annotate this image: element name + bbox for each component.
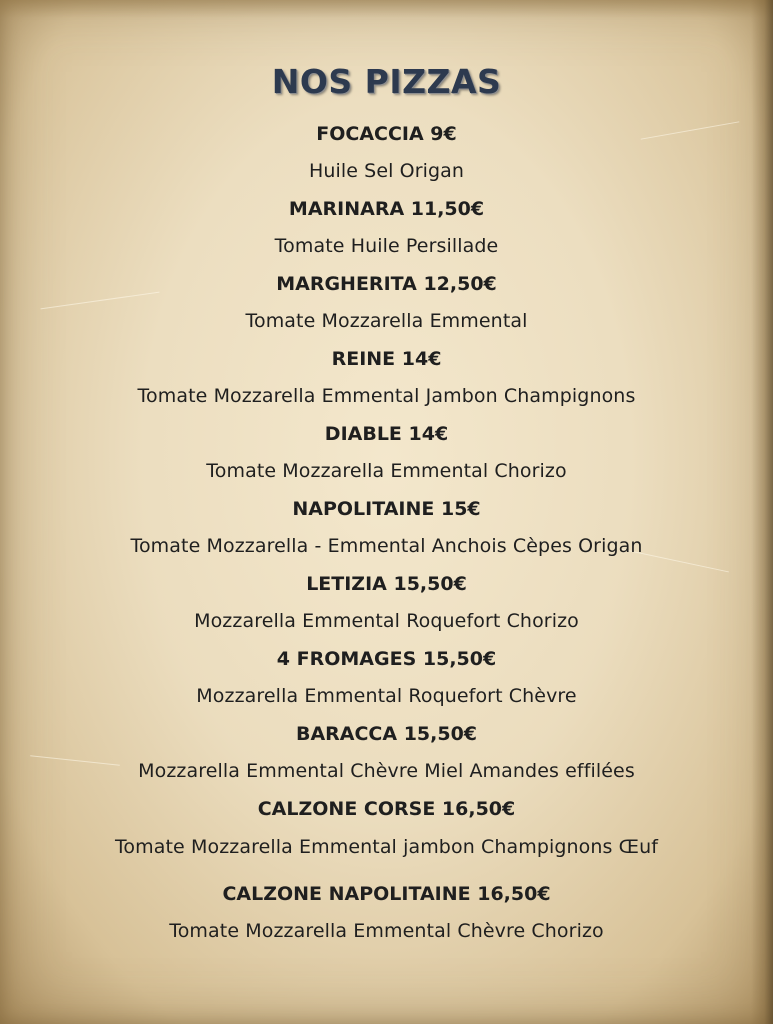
pizza-name: 4 FROMAGES 15,50€ xyxy=(276,648,497,670)
parchment-top-edge xyxy=(0,0,773,18)
pizza-ingredients: Tomate Mozzarella Emmental Chèvre Chorizo xyxy=(169,920,604,942)
pizza-name: NAPOLITAINE 15€ xyxy=(292,498,481,520)
pizza-ingredients: Tomate Mozzarella - Emmental Anchois Cèpes Origan xyxy=(130,535,643,557)
pizza-ingredients: Huile Sel Origan xyxy=(308,160,465,182)
pizza-ingredients: Tomate Mozzarella Emmental Chorizo xyxy=(206,460,567,482)
pizza-ingredients: Tomate Mozzarella Emmental jambon Champignons Œuf xyxy=(114,836,659,858)
pizza-ingredients: Mozzarella Emmental Chèvre Miel Amandes effilées xyxy=(138,760,635,782)
pizza-ingredients: Tomate Huile Persillade xyxy=(274,235,499,257)
pizza-name: REINE 14€ xyxy=(331,348,442,370)
pizza-name: MARGHERITA 12,50€ xyxy=(276,273,497,295)
pizza-ingredients: Mozzarella Emmental Roquefort Chèvre xyxy=(196,685,577,707)
pizza-name: MARINARA 11,50€ xyxy=(288,198,485,220)
pizza-name: CALZONE CORSE 16,50€ xyxy=(257,798,516,820)
pizza-ingredients: Tomate Mozzarella Emmental Jambon Champignons xyxy=(137,385,636,407)
pizza-name: CALZONE NAPOLITAINE 16,50€ xyxy=(222,883,551,905)
pizza-ingredients: Mozzarella Emmental Roquefort Chorizo xyxy=(194,610,579,632)
pizza-name: LETIZIA 15,50€ xyxy=(306,573,467,595)
pizza-name: FOCACCIA 9€ xyxy=(316,123,457,145)
pizza-name: BARACCA 15,50€ xyxy=(295,723,478,745)
pizza-name: DIABLE 14€ xyxy=(324,423,449,445)
pizza-ingredients: Tomate Mozzarella Emmental xyxy=(245,310,528,332)
menu-title: NOS PIZZAS xyxy=(271,62,502,101)
